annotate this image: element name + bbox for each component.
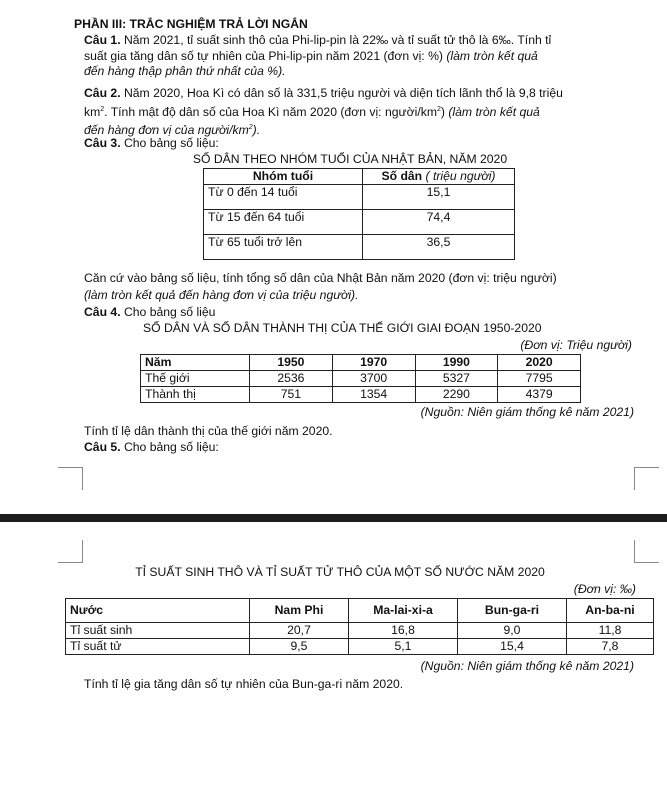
q3-note: (làm tròn kết quả đến hàng đơn vị của triệu người). [84,288,359,302]
page-corner-mark [634,467,659,490]
q2-sup-1: 2 [100,105,105,113]
q5-table-title: TỈ SUẤT SINH THÔ VÀ TỈ SUẤT TỬ THÔ CỦA MỘT SỐ NƯỚC NĂM 2020 [135,565,545,579]
table-row [204,235,515,260]
page-corner-mark [58,540,83,563]
q3-question: Căn cứ vào bảng số liệu, tính tổng số dân của Nhật Bản năm 2020 (đơn vị: triệu người) [84,271,557,285]
table-row [204,210,515,235]
q2-text-line2: . Tính mật độ dân số của Hoa Kì năm 2020 (đơn vị: người/km [104,104,437,119]
table-header-row [66,599,654,623]
q3-row-group: Từ 15 đến 64 tuổi [204,210,363,235]
q4-row-label: Thành thị [141,387,250,403]
q5-row-label: Tỉ suất tử [66,639,250,655]
question-5 [84,440,219,456]
q4-cell: 2290 [415,387,498,403]
q5-cell: 9,5 [250,639,349,655]
table-row [204,185,515,210]
q4-cell: 2536 [250,371,333,387]
q4-cell: 5327 [415,371,498,387]
q5-cell: 15,4 [458,639,567,655]
table-row [66,639,654,655]
table-row [66,623,654,639]
q2-sup-2: 2 [437,105,441,113]
q1-text-line2: suất gia tăng dân số tự nhiên của Phi-lip-pin năm 2021 (đơn vị: %) [84,48,447,63]
q3-row-group: Từ 0 đến 14 tuổi [204,185,363,210]
q3-header-value-label: Số dân [381,169,423,183]
q4-cell: 751 [250,387,333,403]
q5-header-country: An-ba-ni [567,599,654,623]
q3-table [203,168,515,260]
question-1 [84,33,644,80]
q2-note-line2: (làm tròn kết quả [448,104,540,119]
q5-row-label: Tỉ suất sinh [66,623,250,639]
q4-row-label: Thế giới [141,371,250,387]
q4-cell: 7795 [498,371,581,387]
q4-question: Tính tỉ lệ dân thành thị của thế giới năm 2020. [84,424,333,438]
q1-label: Câu 1. [84,33,121,47]
q5-cell: 11,8 [567,623,654,639]
q4-header-year: 1970 [332,355,415,371]
q3-header-group: Nhóm tuổi [204,169,363,185]
q5-header-label: Nước [66,599,250,623]
q4-source: (Nguồn: Niên giám thống kê năm 2021) [420,405,634,419]
q5-cell: 7,8 [567,639,654,655]
q4-cell: 1354 [332,387,415,403]
table-header-row [204,169,515,185]
q4-header-label: Năm [141,355,250,371]
q2-sup-3: 2 [248,124,253,132]
section-title: PHẦN III: TRẮC NGHIỆM TRẢ LỜI NGẮN [74,17,308,31]
q3-row-group: Từ 65 tuổi trở lên [204,235,363,260]
table-row [141,371,581,387]
q3-header-value [363,169,515,185]
q2-note-line3-end: ). [252,123,261,138]
q2-text-line2-end: ) [440,104,449,119]
q5-header-country: Ma-lai-xi-a [349,599,458,623]
table-row [141,387,581,403]
q5-cell: 20,7 [250,623,349,639]
q5-cell: 9,0 [458,623,567,639]
q3-row-value: 15,1 [363,185,515,210]
q5-cell: 5,1 [349,639,458,655]
q1-text-line1: Năm 2021, tỉ suất sinh thô của Phi-lip-pin là 22‰ và tỉ suất tử thô là 6‰. Tính tỉ [120,33,552,47]
page-corner-mark [58,467,83,490]
q2-label: Câu 2. [84,86,121,100]
q5-table [65,598,654,655]
q4-text: Cho bảng số liệu [120,305,216,319]
q4-unit: (Đơn vị: Triệu người) [520,338,632,352]
q3-text: Cho bảng số liệu: [120,136,219,150]
q2-unit-km: km [84,104,101,119]
q4-table-title: SỐ DÂN VÀ SỐ DÂN THÀNH THỊ CỦA THẾ GIỚI GIAI ĐOẠN 1950-2020 [143,321,542,335]
q5-text: Cho bảng số liệu: [120,440,219,454]
page-break-bar [0,514,667,522]
question-2 [84,86,644,139]
q4-header-year: 2020 [498,355,581,371]
q3-row-value: 74,4 [363,210,515,235]
q4-cell: 3700 [332,371,415,387]
q4-header-year: 1950 [250,355,333,371]
q4-cell: 4379 [498,387,581,403]
q5-cell: 16,8 [349,623,458,639]
question-4 [84,305,215,321]
q3-table-title: SỐ DÂN THEO NHÓM TUỔI CỦA NHẬT BẢN, NĂM 2020 [192,152,508,166]
q3-label: Câu 3. [84,136,121,150]
q5-source: (Nguồn: Niên giám thống kê năm 2021) [420,659,634,673]
q5-header-country: Bun-ga-ri [458,599,567,623]
q1-note-line2: (làm tròn kết quả [446,48,538,63]
q3-header-unit: ( triệu người) [422,169,496,183]
table-header-row [141,355,581,371]
q2-text-line1: Năm 2020, Hoa Kì có dân số là 331,5 triệu người và diện tích lãnh thổ là 9,8 triệu [120,86,563,100]
q2-note-line3: đến hàng đơn vị của người/km [84,123,249,138]
q1-note-line3: đến hàng thập phân thứ nhất của %). [84,64,286,78]
q5-question: Tính tỉ lệ gia tăng dân số tự nhiên của Bun-ga-ri năm 2020. [84,677,404,691]
q3-row-value: 36,5 [363,235,515,260]
q4-header-year: 1990 [415,355,498,371]
q4-label: Câu 4. [84,305,121,319]
question-3 [84,136,219,152]
page-corner-mark [634,540,659,563]
q5-unit: (Đơn vị: ‰) [573,582,636,596]
q5-label: Câu 5. [84,440,121,454]
q5-header-country: Nam Phi [250,599,349,623]
q4-table [140,354,581,403]
